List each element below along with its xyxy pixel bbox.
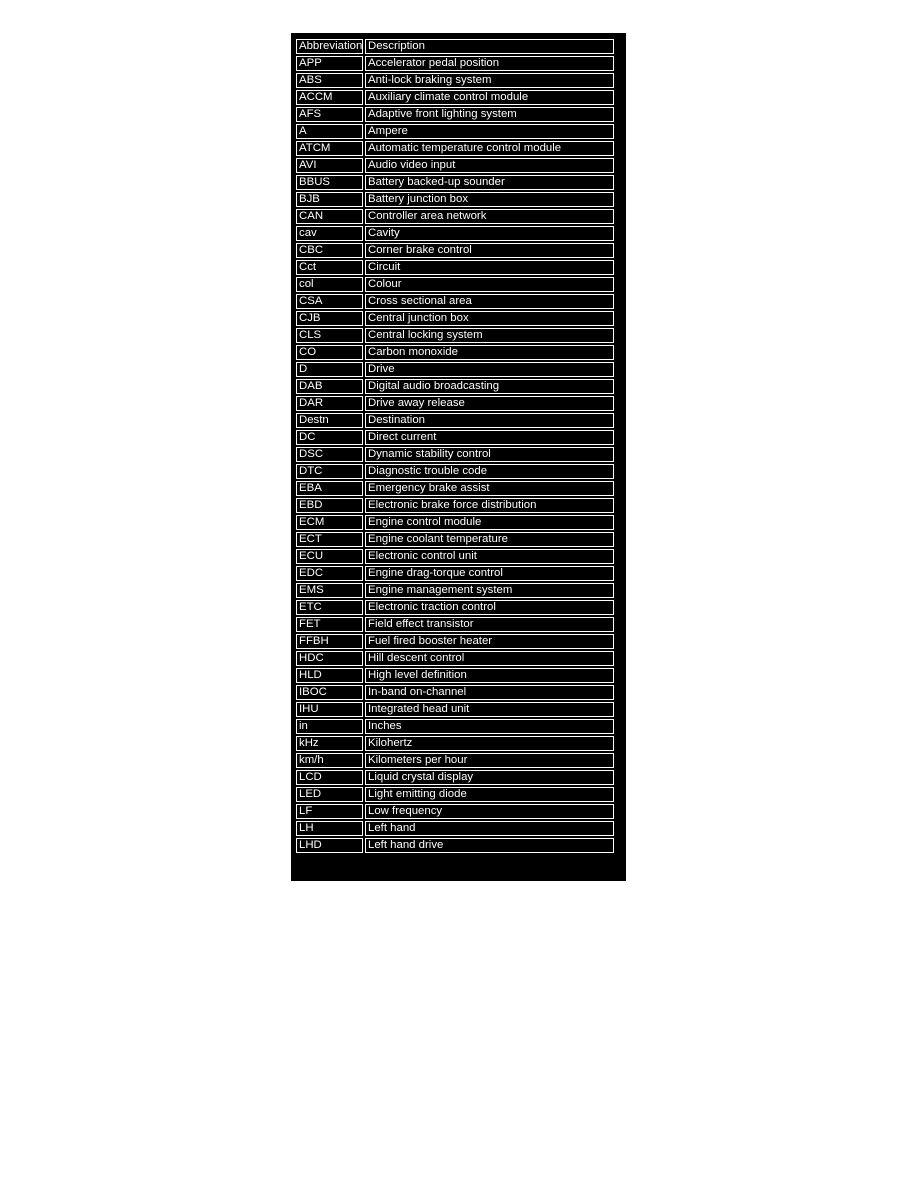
abbreviation-cell: CBC: [296, 243, 363, 258]
table-row: [296, 821, 614, 836]
table-row: [296, 124, 614, 139]
table-row: [296, 396, 614, 411]
description-cell: Light emitting diode: [365, 787, 614, 802]
description-cell: Auxiliary climate control module: [365, 90, 614, 105]
abbreviation-cell: EBA: [296, 481, 363, 496]
description-cell: Engine coolant temperature: [365, 532, 614, 547]
description-cell: Hill descent control: [365, 651, 614, 666]
table-row: [296, 141, 614, 156]
abbreviation-cell: AVI: [296, 158, 363, 173]
description-cell: Engine management system: [365, 583, 614, 598]
description-cell: Kilometers per hour: [365, 753, 614, 768]
description-cell: Integrated head unit: [365, 702, 614, 717]
description-cell: Cross sectional area: [365, 294, 614, 309]
table-row: [296, 685, 614, 700]
description-cell: Battery backed-up sounder: [365, 175, 614, 190]
description-cell: Cavity: [365, 226, 614, 241]
abbreviation-cell: AFS: [296, 107, 363, 122]
description-cell: Circuit: [365, 260, 614, 275]
table-row: [296, 175, 614, 190]
abbreviation-cell: IBOC: [296, 685, 363, 700]
abbreviation-cell: CAN: [296, 209, 363, 224]
table-row: [296, 838, 614, 853]
table-row: [296, 566, 614, 581]
table-row: [296, 804, 614, 819]
description-cell: Colour: [365, 277, 614, 292]
table-row: [296, 583, 614, 598]
abbreviation-cell: DC: [296, 430, 363, 445]
table-row: [296, 192, 614, 207]
table-row: [296, 430, 614, 445]
table-row: [296, 345, 614, 360]
description-cell: Left hand drive: [365, 838, 614, 853]
table-row: [296, 532, 614, 547]
abbreviation-cell: LH: [296, 821, 363, 836]
abbreviation-cell: DAR: [296, 396, 363, 411]
abbreviation-cell: A: [296, 124, 363, 139]
abbreviation-cell: ECM: [296, 515, 363, 530]
abbreviation-cell: LED: [296, 787, 363, 802]
description-cell: Electronic traction control: [365, 600, 614, 615]
table-row: [296, 294, 614, 309]
description-cell: Left hand: [365, 821, 614, 836]
table-row: [296, 311, 614, 326]
table-row: [296, 447, 614, 462]
table-row: [296, 753, 614, 768]
table-row: [296, 736, 614, 751]
abbreviation-cell: HLD: [296, 668, 363, 683]
description-cell: Engine control module: [365, 515, 614, 530]
description-cell: Field effect transistor: [365, 617, 614, 632]
description-cell: Electronic brake force distribution: [365, 498, 614, 513]
abbreviation-cell: Destn: [296, 413, 363, 428]
table-row: [296, 260, 614, 275]
description-cell: Diagnostic trouble code: [365, 464, 614, 479]
table-row: [296, 515, 614, 530]
description-cell: Corner brake control: [365, 243, 614, 258]
abbreviation-cell: DTC: [296, 464, 363, 479]
abbreviation-cell: ACCM: [296, 90, 363, 105]
abbreviation-cell: BJB: [296, 192, 363, 207]
abbreviation-cell: IHU: [296, 702, 363, 717]
abbreviation-cell: Cct: [296, 260, 363, 275]
table-row: [296, 549, 614, 564]
description-cell: High level definition: [365, 668, 614, 683]
table-row: [296, 243, 614, 258]
abbreviation-cell: FFBH: [296, 634, 363, 649]
description-cell: Audio video input: [365, 158, 614, 173]
table-row: [296, 600, 614, 615]
abbreviation-cell: HDC: [296, 651, 363, 666]
abbreviation-cell: ECT: [296, 532, 363, 547]
abbreviation-cell: DAB: [296, 379, 363, 394]
description-cell: Anti-lock braking system: [365, 73, 614, 88]
abbreviation-cell: ECU: [296, 549, 363, 564]
table-row: [296, 770, 614, 785]
table-row: [296, 719, 614, 734]
table-row: [296, 702, 614, 717]
table-row: [296, 787, 614, 802]
table-row: [296, 328, 614, 343]
description-cell: Fuel fired booster heater: [365, 634, 614, 649]
description-cell: Controller area network: [365, 209, 614, 224]
table-row: [296, 277, 614, 292]
abbreviation-cell: cav: [296, 226, 363, 241]
abbreviation-cell: CJB: [296, 311, 363, 326]
table-row: [296, 413, 614, 428]
table-row: [296, 481, 614, 496]
description-cell: Adaptive front lighting system: [365, 107, 614, 122]
abbreviation-table: [294, 37, 616, 855]
table-row: [296, 464, 614, 479]
abbreviation-cell: in: [296, 719, 363, 734]
header-abbreviation: Abbreviation: [296, 39, 363, 54]
abbreviation-table-panel: [291, 33, 626, 881]
table-row: [296, 90, 614, 105]
description-cell: Emergency brake assist: [365, 481, 614, 496]
description-cell: Carbon monoxide: [365, 345, 614, 360]
description-cell: Central locking system: [365, 328, 614, 343]
table-row: [296, 634, 614, 649]
table-body: [296, 56, 614, 853]
table-header-row: [296, 39, 614, 54]
abbreviation-cell: LF: [296, 804, 363, 819]
description-cell: Electronic control unit: [365, 549, 614, 564]
abbreviation-cell: LCD: [296, 770, 363, 785]
description-cell: Battery junction box: [365, 192, 614, 207]
table-row: [296, 209, 614, 224]
table-row: [296, 226, 614, 241]
abbreviation-cell: LHD: [296, 838, 363, 853]
abbreviation-cell: ABS: [296, 73, 363, 88]
description-cell: Inches: [365, 719, 614, 734]
description-cell: Ampere: [365, 124, 614, 139]
header-description: Description: [365, 39, 614, 54]
abbreviation-cell: col: [296, 277, 363, 292]
table-row: [296, 651, 614, 666]
description-cell: Liquid crystal display: [365, 770, 614, 785]
description-cell: Central junction box: [365, 311, 614, 326]
abbreviation-cell: kHz: [296, 736, 363, 751]
description-cell: Drive: [365, 362, 614, 377]
table-row: [296, 56, 614, 71]
table-row: [296, 158, 614, 173]
table-row: [296, 73, 614, 88]
description-cell: Drive away release: [365, 396, 614, 411]
abbreviation-cell: CO: [296, 345, 363, 360]
table-row: [296, 617, 614, 632]
description-cell: Accelerator pedal position: [365, 56, 614, 71]
abbreviation-cell: CSA: [296, 294, 363, 309]
description-cell: Direct current: [365, 430, 614, 445]
abbreviation-cell: EBD: [296, 498, 363, 513]
abbreviation-cell: CLS: [296, 328, 363, 343]
table-row: [296, 379, 614, 394]
abbreviation-cell: FET: [296, 617, 363, 632]
description-cell: Dynamic stability control: [365, 447, 614, 462]
description-cell: Low frequency: [365, 804, 614, 819]
description-cell: Engine drag-torque control: [365, 566, 614, 581]
table-row: [296, 668, 614, 683]
abbreviation-cell: km/h: [296, 753, 363, 768]
description-cell: Digital audio broadcasting: [365, 379, 614, 394]
abbreviation-cell: EDC: [296, 566, 363, 581]
abbreviation-cell: ETC: [296, 600, 363, 615]
description-cell: Kilohertz: [365, 736, 614, 751]
abbreviation-cell: EMS: [296, 583, 363, 598]
abbreviation-cell: ATCM: [296, 141, 363, 156]
abbreviation-cell: D: [296, 362, 363, 377]
table-row: [296, 362, 614, 377]
abbreviation-cell: APP: [296, 56, 363, 71]
abbreviation-cell: DSC: [296, 447, 363, 462]
description-cell: In-band on-channel: [365, 685, 614, 700]
table-row: [296, 498, 614, 513]
table-row: [296, 107, 614, 122]
abbreviation-cell: BBUS: [296, 175, 363, 190]
description-cell: Destination: [365, 413, 614, 428]
description-cell: Automatic temperature control module: [365, 141, 614, 156]
